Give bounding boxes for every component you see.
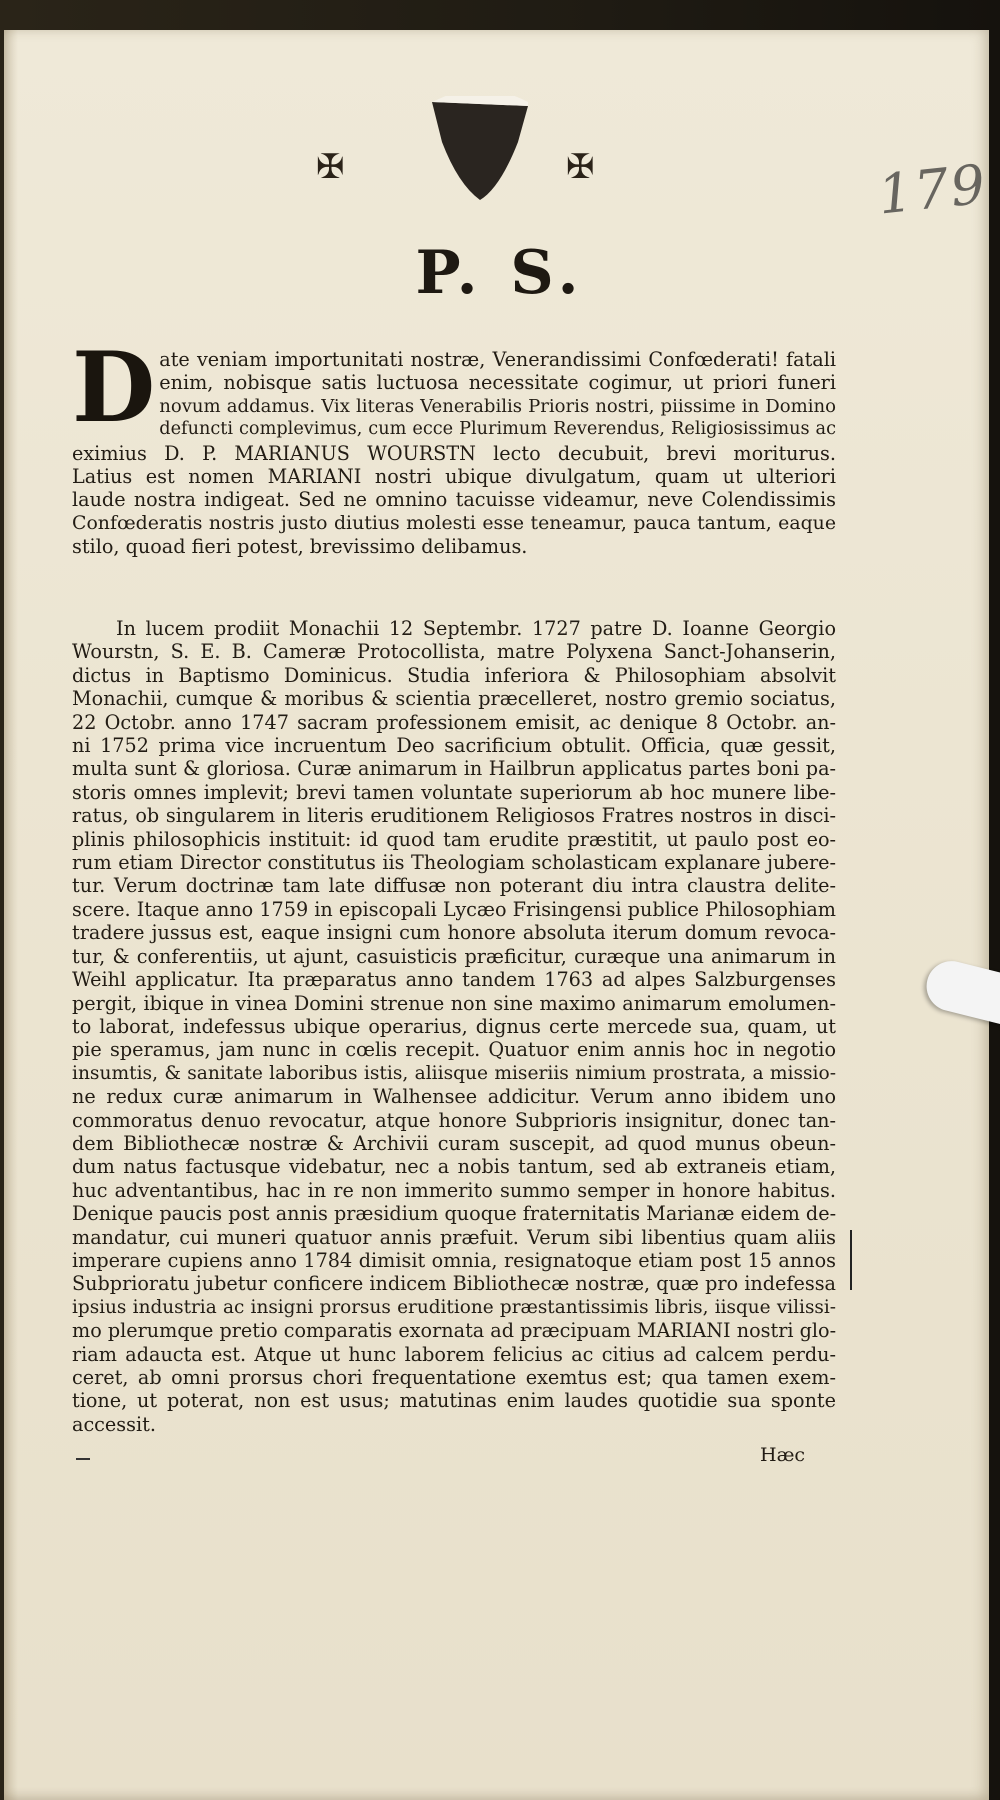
text-line: dem Bibliothecæ nostræ & Archivii curam suscepit, ad quod munus obeun-	[72, 1131, 836, 1155]
text-line: tur, & conferentiis, ut ajunt, casuisticis præficitur, curæque una animarum in	[72, 944, 836, 968]
text-line: dum natus factusque videbatur, nec a nobis tantum, sed ab extraneis etiam,	[72, 1155, 836, 1179]
paragraph-1	[72, 331, 836, 559]
page-heading: P. S.	[415, 238, 585, 308]
text-line: Weihl applicatur. Ita præparatus anno tandem 1763 ad alpes Salzburgenses	[72, 968, 836, 992]
text-line: tur. Verum doctrinæ tam late diffusæ non poterant diu intra claustra delite-	[72, 874, 836, 898]
text-line: Confœderatis nostris justo diutius molesti esse teneamur, pauca tantum, eaque	[72, 511, 836, 534]
text-line: eximius D. P. MARIANUS WOURSTN lecto decubuit, brevi moriturus.	[72, 441, 836, 465]
folio-number: 179	[875, 152, 991, 227]
text-line: ne redux curæ animarum in Walhensee addicitur. Verum anno ibidem uno	[72, 1085, 836, 1109]
margin-dash	[76, 1458, 90, 1460]
text-line: ratus, ob singularem in literis eruditionem Religiosos Fratres nostros in disci-	[72, 804, 836, 828]
text-line: multa sunt & gloriosa. Curæ animarum in Hailbrun applicatus partes boni pa-	[72, 757, 836, 781]
cross-ornament-left: ✠	[316, 147, 345, 187]
text-line: tradere jussus est, eaque insigni cum honore absoluta iterum domum revoca-	[72, 921, 836, 945]
text-line: imperare cupiens anno 1784 dimisit omnia, resignatoque etiam post 15 annos	[72, 1248, 836, 1272]
catchword: Hæc	[760, 1444, 806, 1466]
text-line: pergit, ibique in vinea Domini strenue non sine maximo animarum emolumen-	[72, 991, 836, 1015]
text-line: commoratus denuo revocatur, atque honore Subprioris insignitur, donec tan-	[72, 1108, 836, 1132]
torn-notch-mark	[430, 96, 530, 206]
text-line: pie speramus, jam nunc in cœlis recepit. Quatuor enim annis hoc in negotio	[72, 1038, 836, 1062]
text-line: laude nostra indigeat. Sed ne omnino tacuisse videamur, neve Colendissimis	[72, 488, 836, 512]
text-line: ate veniam importunitati nostræ, Venerandissimi Confœderati! fatali	[159, 348, 836, 371]
text-line: ipsius industria ac insigni prorsus eruditione præstantissimis libris, iisque vilissi-	[72, 1296, 836, 1318]
drop-cap: D	[72, 331, 156, 444]
text-line: defuncti complevimus, cum ecce Plurimum Reverendus, Religiosissimus ac	[159, 419, 836, 440]
text-line: Denique paucis post annis præsidium quoque fraternitatis Marianæ eidem de-	[72, 1202, 837, 1226]
cross-ornament-right: ✠	[566, 147, 595, 187]
text-line: dictus in Baptismo Dominicus. Studia inferiora & Philosophiam absolvit	[72, 663, 836, 687]
text-line: novum addamus. Vix literas Venerabilis Prioris nostri, piissime in Domino	[159, 395, 836, 417]
text-line: Monachii, cumque & moribus & scientia præcelleret, nostro gremio sociatus,	[72, 687, 836, 711]
text-line: to laborat, indefessus ubique operarius, dignus certe mercede sua, quam, ut	[72, 1014, 836, 1038]
text-line: In lucem prodiit Monachii 12 Septembr. 1727 patre D. Ioanne Georgio	[116, 617, 836, 640]
text-line: huc adventantibus, hac in re non immerito summo semper in honore habitus.	[72, 1178, 836, 1202]
text-line: accessit.	[72, 1412, 156, 1436]
paragraph-2	[72, 617, 836, 1436]
text-line: enim, nobisque satis luctuosa necessitate cogimur, ut priori funeri	[159, 371, 836, 395]
text-line: tione, ut poterat, non est usus; matutinas enim laudes quotidie sua sponte	[72, 1389, 836, 1413]
text-line: mo plerumque pretio comparatis exornata ad præcipuam MARIANI nostri glo-	[72, 1319, 837, 1343]
text-line: riam adaucta est. Atque ut hunc laborem felicius ac citius ad calcem perdu-	[72, 1342, 836, 1366]
text-line: plinis philosophicis instituit: id quod tam erudite præstitit, ut paulo post eo-	[72, 827, 836, 851]
text-line: Wourstn, S. E. B. Cameræ Protocollista, matre Polyxena Sanct-Johanserin,	[72, 640, 836, 664]
text-line: scere. Itaque anno 1759 in episcopali Lycæo Frisingensi publice Philosophiam	[72, 897, 836, 921]
text-line: stilo, quoad fieri potest, brevissimo delibamus.	[72, 535, 528, 559]
margin-rule-mark	[850, 1230, 852, 1290]
text-line: ceret, ab omni prorsus chori frequentatione exemtus est; qua tamen exem-	[72, 1366, 836, 1389]
text-line: insumtis, & sanitate laboribus istis, aliisque miseriis nimium prostrata, a missio-	[72, 1062, 836, 1084]
text-line: mandatur, cui muneri quatuor annis præfuit. Verum sibi libentius quam aliis	[72, 1225, 836, 1249]
text-line: Subprioratu jubetur conficere indicem Bibliothecæ nostræ, quæ pro indefessa	[72, 1272, 836, 1296]
text-line: 22 Octobr. anno 1747 sacram professionem emisit, ac denique 8 Octobr. an-	[72, 710, 836, 734]
text-line: rum etiam Director constitutus iis Theologiam scholasticam explanare jubere-	[72, 851, 836, 875]
text-line: ni 1752 prima vice incruentum Deo sacrificium obtulit. Officia, quæ gessit,	[72, 734, 836, 758]
text-line: Latius est nomen MARIANI nostri ubique divulgatum, quam ut ulteriori	[72, 465, 836, 489]
text-line: storis omnes implevit; brevi tamen voluntate superiorum ab hoc munere libe-	[72, 780, 836, 804]
